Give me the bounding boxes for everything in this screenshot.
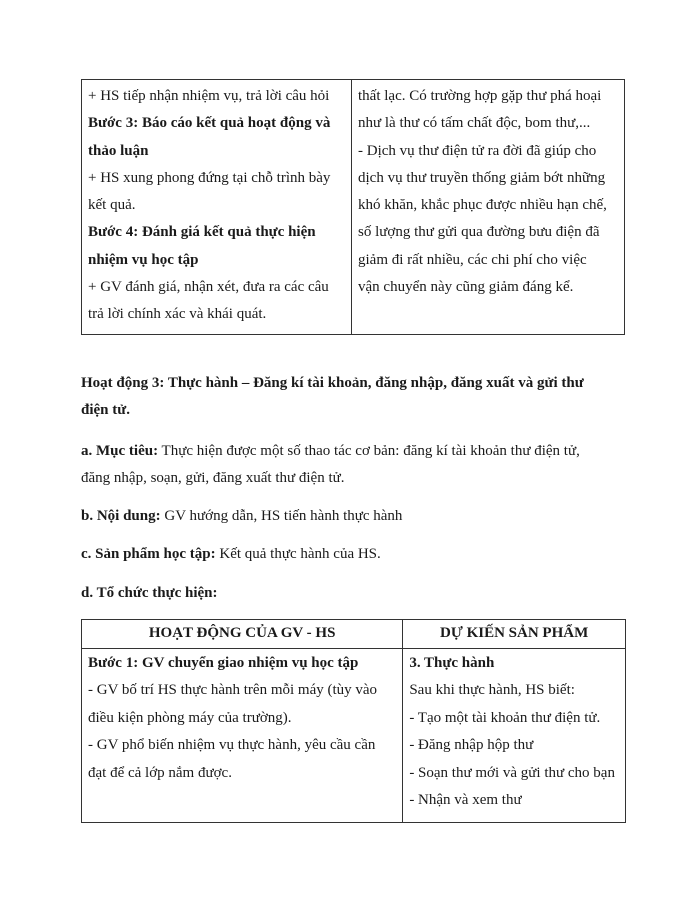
step-1-heading: Bước 1: GV chuyển giao nhiệm vụ học tập xyxy=(88,655,359,671)
objective-text: Thực hiện được một số thao tác cơ bản: đăng kí tài khoản thư điện tử, xyxy=(158,443,580,459)
teacher-student-activity-cell xyxy=(82,80,352,335)
text-line: như là thư có tấm chất độc, bom thư,... xyxy=(358,115,591,132)
organization-heading: d. Tổ chức thực hiện: xyxy=(81,585,218,601)
objective-text-cont: đăng nhập, soạn, gửi, đăng xuất thư điện tử. xyxy=(81,470,345,486)
teacher-student-activity-cell xyxy=(82,649,403,823)
text-line: đạt để cả lớp nắm được. xyxy=(88,764,232,781)
step-4-heading: Bước 4: Đánh giá kết quả thực hiện xyxy=(88,224,316,241)
text-line: trả lời chính xác và khái quát. xyxy=(88,306,267,323)
text-line: - GV bố trí HS thực hành trên mỗi máy (tùy vào xyxy=(88,682,378,699)
product-label: c. Sản phẩm học tập: xyxy=(81,546,216,562)
product-text: Kết quả thực hành của HS. xyxy=(215,546,381,562)
step-3-heading: Bước 3: Báo cáo kết quả hoạt động và xyxy=(88,115,331,132)
text-line: - Đăng nhập hộp thư xyxy=(409,737,534,754)
text-line: - Tạo một tài khoản thư điện tử. xyxy=(409,709,601,726)
objective-paragraph xyxy=(81,438,626,492)
table-row xyxy=(82,649,626,823)
column-header-activity: HOẠT ĐỘNG CỦA GV - HS xyxy=(82,620,403,649)
heading-line: Hoạt động 3: Thực hành – Đăng kí tài khoản, đăng nhập, đăng xuất và gửi thư xyxy=(81,375,584,391)
text-line: kết quả. xyxy=(88,197,136,214)
content-label: b. Nội dung: xyxy=(81,508,161,524)
text-line: khó khăn, khắc phục được nhiều hạn chế, xyxy=(358,197,607,214)
text-line: + HS xung phong đứng tại chỗ trình bày xyxy=(88,169,331,186)
text-line: Sau khi thực hành, HS biết: xyxy=(409,682,575,699)
expected-product-cell xyxy=(403,649,626,823)
activity-3-heading xyxy=(81,370,626,424)
column-header-product: DỰ KIẾN SẢN PHẨM xyxy=(403,620,626,649)
content-text: GV hướng dẫn, HS tiến hành thực hành xyxy=(160,508,403,524)
text-line: vận chuyển này cũng giảm đáng kể. xyxy=(358,279,574,296)
step-4-heading-cont: nhiệm vụ học tập xyxy=(88,251,199,268)
text-line: số lượng thư gửi qua đường bưu điện đã xyxy=(358,224,600,241)
text-line: - GV phổ biến nhiệm vụ thực hành, yêu cầu cần xyxy=(88,737,376,754)
product-paragraph xyxy=(81,541,626,568)
text-line: điều kiện phòng máy của trường). xyxy=(88,709,292,726)
step-3-heading-cont: thảo luận xyxy=(88,142,149,159)
text-line: giảm đi rất nhiều, các chi phí cho việc xyxy=(358,251,587,268)
practice-activity-table xyxy=(81,619,626,823)
expected-product-cell xyxy=(352,80,625,335)
text-line: + HS tiếp nhận nhiệm vụ, trả lời câu hỏi xyxy=(88,88,330,104)
table-row xyxy=(82,80,625,335)
text-line: + GV đánh giá, nhận xét, đưa ra các câu xyxy=(88,279,329,296)
table-header-row xyxy=(82,620,626,649)
text-line: - Nhận và xem thư xyxy=(409,792,522,809)
activity-table-continued xyxy=(81,79,625,335)
content-paragraph xyxy=(81,503,626,530)
heading-line: điện tử. xyxy=(81,402,131,418)
text-line: - Soạn thư mới và gửi thư cho bạn xyxy=(409,764,615,781)
objective-label: a. Mục tiêu: xyxy=(81,443,159,459)
practice-heading: 3. Thực hành xyxy=(409,655,495,671)
text-line: - Dịch vụ thư điện tử ra đời đã giúp cho xyxy=(358,142,597,159)
text-line: dịch vụ thư truyền thống giảm bớt những xyxy=(358,169,606,186)
text-line: thất lạc. Có trường hợp gặp thư phá hoại xyxy=(358,88,602,104)
